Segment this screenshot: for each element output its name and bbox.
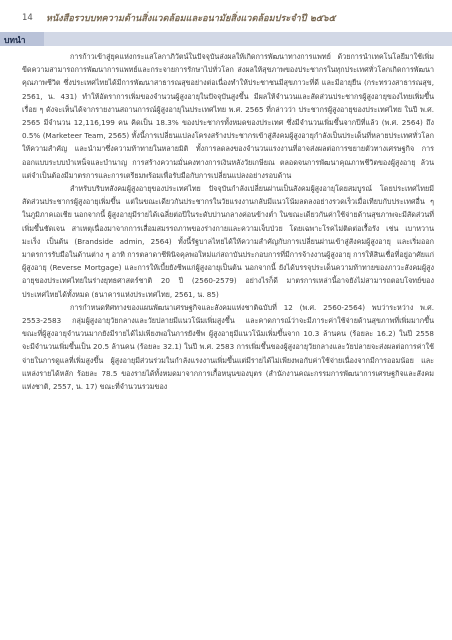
body-paragraph: การกำหนดทิศทางของแผนพัฒนาเศรษฐกิจและสังคมแห่งชาติฉบับที่ 12 (พ.ศ. 2560-2564) พบว่าระหว่าง พ.ศ. 2553-2583 กลุ่มผู้สูงอายุวัยกลางและวัยปลายมีแนวโน้มเพิ่มสูงขึ้น และคาดการณ์ว่าจะมีภาระค่าใช้จ่ายด้านสุขภาพที่เพิ่มมากขึ้น ขณะที่ผู้สูงอายุจำนวนมากยังมีรายได้ไม่เพียงพอในการยังชีพ ผู้สูงอายุมีแนวโน้มเพิ่มขึ้นจาก 10.3 ล้านคน (ร้อยละ 16.2) ในปี 2558 จะมีจำนวนเพิ่มขึ้นเป็น 20.5 ล้านคน (ร้อยละ 32.1) ในปี พ.ศ. 2583 การเพิ่มขึ้นของผู้สูงอายุวัยกลางและวัยปลายจะส่งผลต่อการค่าใช้จ่ายในการดูแลที่เพิ่มสูงขึ้น ผู้สูงอายุมีส่วนร่วมในกำลังแรงงานเพิ่มขึ้นแต่มีรายได้ไม่เพียงพอกับค่าใช้จ่ายเนื่องจากมีการออมน้อย และแหล่งรายได้หลัก ร้อยละ 78.5 ของรายได้ทั้งหมดมาจากการเกื้อหนุนของบุตร (สำนักงานคณะกรรมการพัฒนาการเศรษฐกิจและสังคมแห่งชาติ, 2557, น. 17) ขณะที่จำนวนรวมของ — [22, 302, 434, 392]
section-heading-bar — [0, 32, 452, 46]
running-title: หนังสือรวบบทความด้านสิ่งแวดล้อมและอนามัยสิ่งแวดล้อมประจำปี ๒๕๖๕ — [46, 14, 336, 24]
page-number: 14 — [22, 13, 33, 23]
body-paragraph: สำหรับบริบทสังคมผู้สูงอายุของประเทศไทย ปัจจุบันกำลังเปลี่ยนผ่านเป็นสังคมผู้สูงอายุโดยสมบูรณ์ โดยประเทศไทยมีสัดส่วนประชากรผู้สูงอายุเพิ่มขึ้น แต่ในขณะเดียวกันประชากรในวัยแรงงานกลับมีแนวโน้มลดลงอย่างรวดเร็วเมื่อเทียบกับประเทศอื่น ๆ ในภูมิภาคเอเชีย นอกจากนี้ ผู้สูงอายุมีรายได้เฉลี่ยต่อปีในระดับปานกลางค่อนข้างต่ำ ในขณะเดียวกันค่าใช้จ่ายด้านสุขภาพจะมีสัดส่วนที่เพิ่มขึ้นชัดเจน สาเหตุเนื่องมาจากการเสื่อมสมรรถภาพของร่างกายและความเจ็บป่วย โดยเฉพาะโรคไม่ติดต่อเรื้อรัง เช่น เบาหวาน มะเร็ง เป็นต้น (Brandside admin, 2564) ทั้งนี้รัฐบาลไทยได้ให้ความสำคัญกับการเปลี่ยนผ่านเข้าสู่สังคมผู้สูงอายุ และเริ่มออกมาตรการรับมือในด้านต่าง ๆ อาทิ การตลาดาชีพินิจคุลพอใหม่แก่สถาบันประกอบการที่มีการจ้างงานผู้สูงอายุ การให้สินเชื่อที่อยู่อาศัยแก่ผู้สูงอายุ (Reverse Mortgage) และการให้เบี้ยยังชีพแก่ผู้สูงอายุเป็นต้น นอกจากนี้ ยังได้บรรจุประเด็นความท้าทายของภาวะสังคมผู้สูงอายุของประเทศไทยในร่างยุทธศาสตร์ชาติ 20 ปี (2560-2579) อย่างไรก็ดี มาตรการเหล่านี้อาจยังไม่สามารถตอบโจทย์ของประเทศไทยได้ทั้งหมด (ธนาคารแห่งประเทศไทย, 2561, น. 85) — [22, 184, 435, 299]
article-body — [22, 50, 434, 393]
section-title: บทนำ — [4, 36, 26, 46]
body-paragraph: การก้าวเข้าสู่ยุคแห่งกระแสโลกาภิวัตน์ในปัจจุบันส่งผลให้เกิดการพัฒนาทางการแพทย์ ด้วยการนำเทคโนโลยีมาใช้เพิ่มขีดความสามารถการพัฒนาการแพทย์และกระจายการรักษาไปทั่วโลก ส่งผลให้สุขภาพของประชากรในทุกประเทศทั่วโลกเกิดการพัฒนาคุณภาพชีวิต ซึ่งประเทศไทยได้มีการพัฒนาสาธารณสุขอย่างต่อเนื่องทำให้ประชาชนมีสุขภาวะที่ดี และมีอายุยืน (กระทรวงสาธารณสุข, 2561, น. 431) ทำให้อัตราการเพิ่มของจำนวนผู้สูงอายุในปัจจุบันสูงขึ้น มีผลให้จำนวนและสัดส่วนประชากรผู้สูงอายุของไทยเพิ่มขึ้นเรื่อย ๆ ดังจะเห็นได้จากรายงานสถานการณ์ผู้สูงอายุในประเทศไทย พ.ศ. 2565 ที่กล่าวว่า ประชากรผู้สูงอายุของประเทศไทย ในปี พ.ศ. 2565 มีจำนวน 12,116,199 คน คิดเป็น 18.3% ของประชากรทั้งหมดของประเทศ ซึ่งมีจำนวนเพิ่มขึ้นจากปีที่แล้ว (พ.ศ. 2564) ถึง 0.5% (Marketeer Team, 2565) ทั้งนี้การเปลี่ยนแปลงโครงสร้างประชากรเข้าสู่สังคมผู้สูงอายุกำลังเป็นประเด็นที่หลายประเทศทั่วโลกให้ความสำคัญ และนำมาซึ่งความท้าทายในหลายมิติ ทั้งการลดลงของจำนวนแรงงานที่อาจส่งผลต่อการขยายตัวทางเศรษฐกิจ การออกแบบระบบบำเหน็จและบำนาญ การสร้างความมั่นคงทางการเงินหลังวัยเกษียณ ตลอดจนการพัฒนาคุณภาพชีวิตของผู้สูงอายุ ล้วนแต่จำเป็นต้องมีมาตรการและการเตรียมพร้อมเพื่อรับมือกับการเปลี่ยนแปลงอย่างรอบด้าน — [22, 52, 434, 180]
